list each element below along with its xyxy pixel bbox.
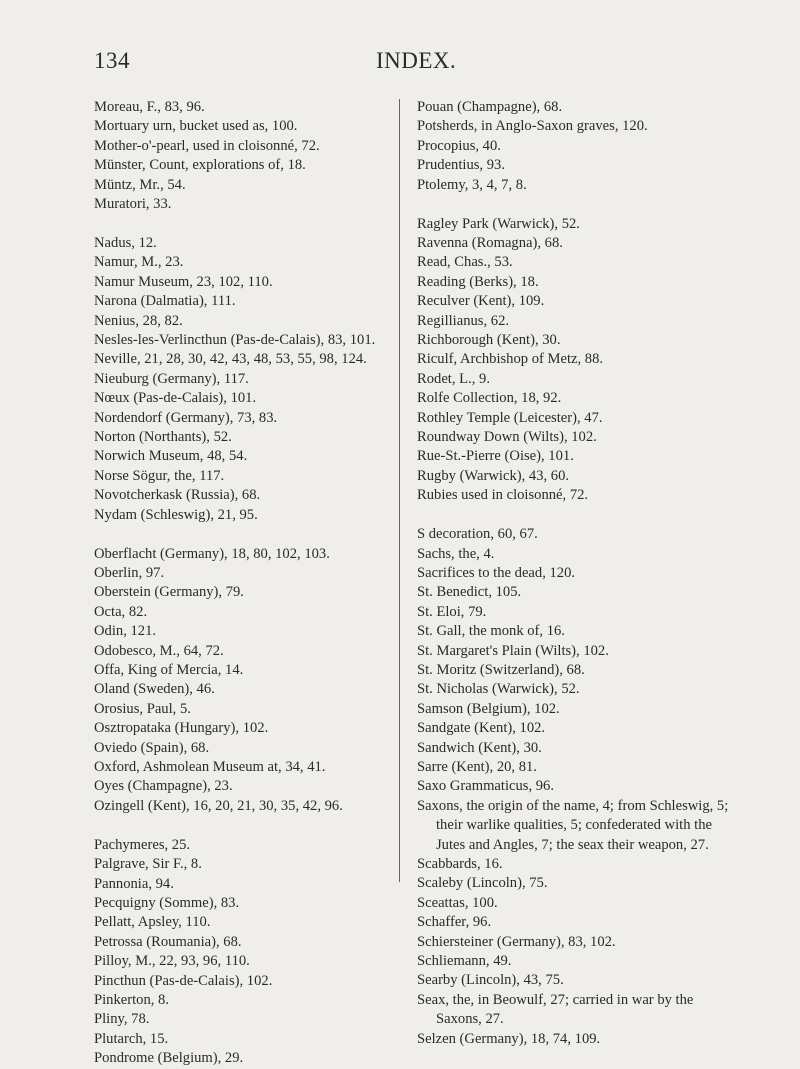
index-entry: Oviedo (Spain), 68. bbox=[94, 739, 210, 756]
index-entry: St. Eloi, 79. bbox=[417, 603, 487, 620]
index-entry: Oberflacht (Germany), 18, 80, 102, 103. bbox=[94, 545, 330, 562]
index-entry: Norse Sögur, the, 117. bbox=[94, 467, 225, 484]
index-entry: Schiersteiner (Germany), 83, 102. bbox=[417, 933, 616, 950]
index-entry: Petrossa (Roumania), 68. bbox=[94, 933, 242, 950]
index-entry: Novotcherkask (Russia), 68. bbox=[94, 487, 261, 504]
index-entry: St. Nicholas (Warwick), 52. bbox=[417, 681, 580, 698]
index-entry: Read, Chas., 53. bbox=[417, 254, 513, 271]
index-entry: Seax, the, in Beowulf, 27; carried in war by the Saxons, 27. bbox=[417, 991, 694, 1028]
index-entry: Rolfe Collection, 18, 92. bbox=[417, 390, 562, 407]
index-entry: Rothley Temple (Leicester), 47. bbox=[417, 409, 603, 426]
index-entry: Nordendorf (Germany), 73, 83. bbox=[94, 409, 278, 426]
index-entry: Rue-St.-Pierre (Oise), 101. bbox=[417, 448, 574, 465]
index-entry: Oxford, Ashmolean Museum at, 34, 41. bbox=[94, 759, 326, 775]
index-entry: Mortuary urn, bucket used as, 100. bbox=[94, 118, 298, 135]
index-entry: Sandgate (Kent), 102. bbox=[417, 720, 546, 737]
index-entry: Namur Museum, 23, 102, 110. bbox=[94, 273, 273, 290]
index-entry: Pilloy, M., 22, 93, 96, 110. bbox=[94, 953, 250, 970]
index-entry: Riculf, Archbishop of Metz, 88. bbox=[417, 351, 604, 368]
index-entry: Odin, 121. bbox=[94, 623, 157, 640]
column-divider bbox=[399, 99, 400, 882]
index-entry: Muratori, 33. bbox=[94, 196, 172, 213]
index-entry: Norton (Northants), 52. bbox=[94, 429, 232, 445]
index-entry: Schaffer, 96. bbox=[417, 914, 492, 931]
index-entry: Nœux (Pas-de-Calais), 101. bbox=[94, 390, 257, 407]
page-number: 134 bbox=[94, 48, 130, 73]
index-entry: Pliny, 78. bbox=[94, 1011, 150, 1028]
index-entry: Samson (Belgium), 102. bbox=[417, 700, 560, 717]
index-entry: Palgrave, Sir F., 8. bbox=[94, 856, 202, 873]
index-entry: Octa, 82. bbox=[94, 603, 148, 620]
index-entry: Regillianus, 62. bbox=[417, 312, 510, 329]
page-title: INDEX. bbox=[376, 48, 457, 73]
index-entry: Pondrome (Belgium), 29. bbox=[94, 1050, 244, 1067]
index-entry: Münster, Count, explorations of, 18. bbox=[94, 157, 306, 174]
index-entry: Ragley Park (Warwick), 52. bbox=[417, 215, 580, 232]
index-entry: Orosius, Paul, 5. bbox=[94, 700, 191, 717]
index-entry: Selzen (Germany), 18, 74, 109. bbox=[417, 1030, 601, 1047]
index-entry: Saxo Grammaticus, 96. bbox=[417, 778, 554, 795]
section-gap bbox=[94, 525, 384, 545]
index-entry: Nadus, 12. bbox=[94, 234, 157, 251]
index-entry: Pouan (Champagne), 68. bbox=[417, 99, 563, 115]
index-entry: Pachymeres, 25. bbox=[94, 836, 191, 853]
index-entry: Plutarch, 15. bbox=[94, 1030, 169, 1047]
index-entry: Offa, King of Mercia, 14. bbox=[94, 661, 244, 678]
index-entry: Sandwich (Kent), 30. bbox=[417, 739, 542, 756]
index-entry: Müntz, Mr., 54. bbox=[94, 176, 186, 193]
index-entry: Odobesco, M., 64, 72. bbox=[94, 642, 224, 659]
section-gap bbox=[417, 195, 729, 215]
index-entry: Sachs, the, 4. bbox=[417, 545, 495, 562]
index-entry: Oberlin, 97. bbox=[94, 564, 165, 581]
index-entry: Pellatt, Apsley, 110. bbox=[94, 914, 211, 931]
index-entry: S decoration, 60, 67. bbox=[417, 526, 538, 543]
index-entry: Oland (Sweden), 46. bbox=[94, 681, 215, 698]
index-entry: Reading (Berks), 18. bbox=[417, 273, 539, 290]
index-entry: Ptolemy, 3, 4, 7, 8. bbox=[417, 176, 527, 193]
index-entry: St. Gall, the monk of, 16. bbox=[417, 623, 565, 640]
index-entry: Reculver (Kent), 109. bbox=[417, 293, 545, 310]
index-entry: Ravenna (Romagna), 68. bbox=[417, 234, 563, 251]
index-entry: St. Moritz (Switzerland), 68. bbox=[417, 661, 585, 678]
index-entry: Scabbards, 16. bbox=[417, 856, 503, 873]
index-entry: Oyes (Champagne), 23. bbox=[94, 778, 233, 795]
index-entry: Searby (Lincoln), 43, 75. bbox=[417, 972, 564, 989]
index-entry: Rubies used in cloisonné, 72. bbox=[417, 487, 589, 504]
index-entry: Namur, M., 23. bbox=[94, 254, 184, 271]
section-gap bbox=[417, 506, 729, 526]
index-entry: Sarre (Kent), 20, 81. bbox=[417, 759, 537, 775]
index-entry: Rugby (Warwick), 43, 60. bbox=[417, 467, 570, 484]
index-entry: St. Margaret's Plain (Wilts), 102. bbox=[417, 642, 609, 659]
index-entry: Scaleby (Lincoln), 75. bbox=[417, 875, 548, 892]
index-entry: Sacrifices to the dead, 120. bbox=[417, 564, 576, 581]
index-column-left bbox=[94, 98, 384, 1069]
section-gap bbox=[94, 214, 384, 234]
index-entry: Saxons, the origin of the name, 4; from Schleswig, 5; their warlike qualities, 5; confederated with the Jutes and Angles, 7; the seax their weapon, 27. bbox=[417, 797, 729, 853]
index-entry: Moreau, F., 83, 96. bbox=[94, 99, 205, 115]
index-entry: Potsherds, in Anglo-Saxon graves, 120. bbox=[417, 118, 648, 135]
index-entry: Pannonia, 94. bbox=[94, 875, 174, 892]
index-entry: Narona (Dalmatia), 111. bbox=[94, 293, 236, 310]
index-entry: Neville, 21, 28, 30, 42, 43, 48, 53, 55, 98, 124. bbox=[94, 351, 367, 368]
index-entry: Nesles-les-Verlincthun (Pas-de-Calais), 83, 101. bbox=[94, 331, 376, 348]
index-entry: Pincthun (Pas-de-Calais), 102. bbox=[94, 972, 273, 989]
index-column-right bbox=[417, 98, 729, 1049]
index-entry: Procopius, 40. bbox=[417, 137, 501, 154]
index-entry: Norwich Museum, 48, 54. bbox=[94, 448, 248, 465]
index-entry: Pecquigny (Somme), 83. bbox=[94, 894, 240, 911]
index-entry: Nenius, 28, 82. bbox=[94, 312, 183, 329]
index-entry: Oberstein (Germany), 79. bbox=[94, 584, 244, 601]
index-entry: Nydam (Schleswig), 21, 95. bbox=[94, 506, 258, 523]
index-entry: Mother-o'-pearl, used in cloisonné, 72. bbox=[94, 137, 320, 154]
index-entry: Nieuburg (Germany), 117. bbox=[94, 370, 249, 387]
section-gap bbox=[94, 816, 384, 836]
index-entry: St. Benedict, 105. bbox=[417, 584, 522, 601]
index-entry: Schliemann, 49. bbox=[417, 953, 512, 970]
index-entry: Pinkerton, 8. bbox=[94, 991, 169, 1008]
index-entry: Rodet, L., 9. bbox=[417, 370, 490, 387]
index-entry: Osztropataka (Hungary), 102. bbox=[94, 720, 269, 737]
index-entry: Ozingell (Kent), 16, 20, 21, 30, 35, 42, 96. bbox=[94, 797, 343, 814]
index-entry: Roundway Down (Wilts), 102. bbox=[417, 429, 597, 445]
index-entry: Richborough (Kent), 30. bbox=[417, 331, 561, 348]
index-entry: Sceattas, 100. bbox=[417, 894, 498, 911]
index-entry: Prudentius, 93. bbox=[417, 157, 505, 174]
